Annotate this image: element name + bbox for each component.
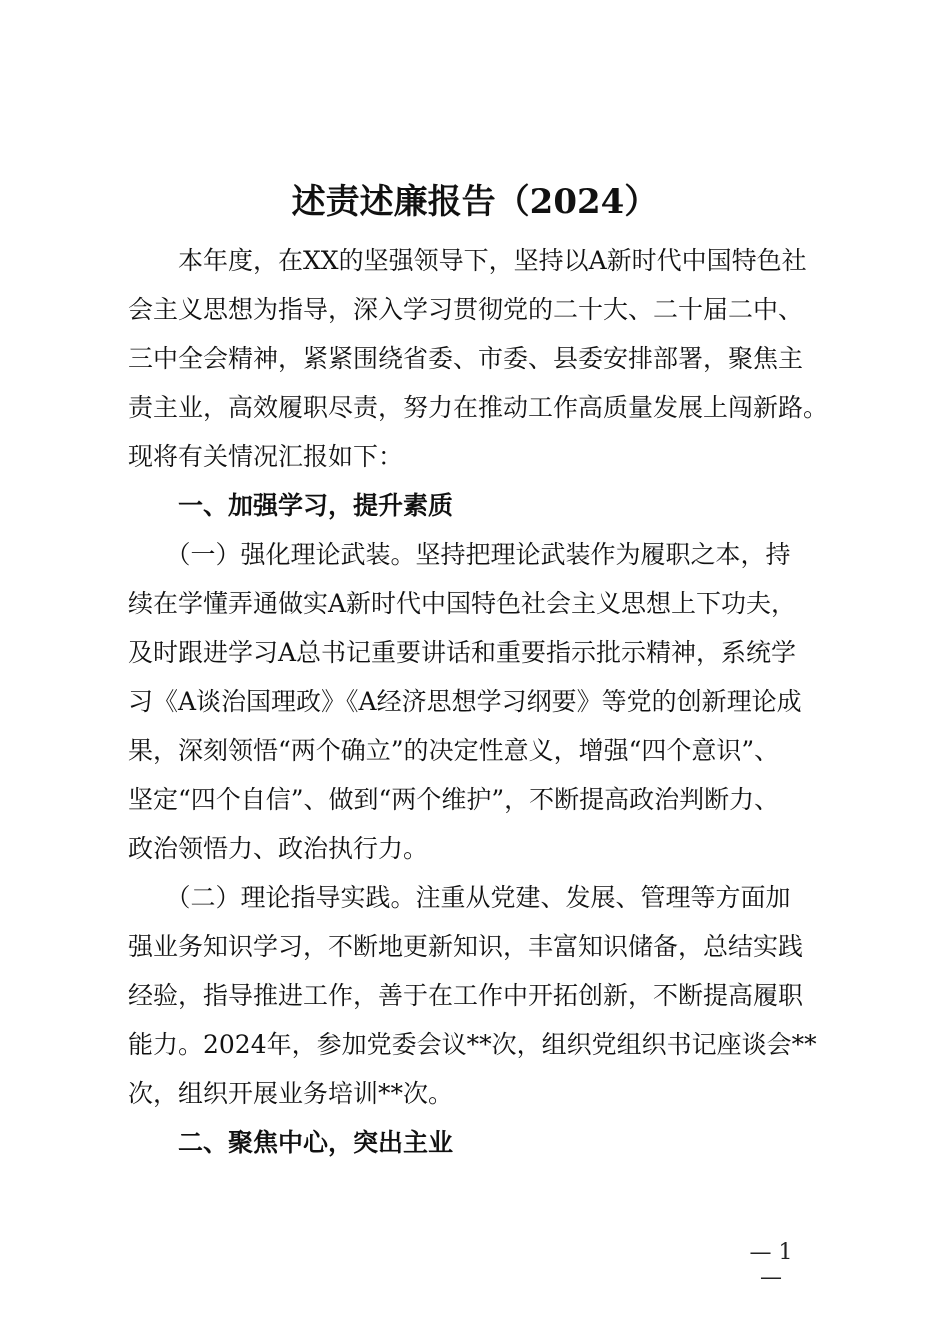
paragraph-line: 三中全会精神，紧紧围绕省委、市委、县委安排部署，聚焦主 bbox=[128, 344, 804, 373]
paragraph-line: 会主义思想为指导，深入学习贯彻党的二十大、二十届二中、 bbox=[128, 295, 804, 324]
paragraph-line: （二）理论指导实践。注重从党建、发展、管理等方面加 bbox=[128, 883, 791, 912]
paragraph-line: 续在学懂弄通做实A新时代中国特色社会主义思想上下功夫， bbox=[128, 589, 797, 618]
paragraph-line: 及时跟进学习A总书记重要讲话和重要指示批示精神，系统学 bbox=[128, 638, 797, 667]
document-body bbox=[128, 236, 829, 1167]
paragraph-line: 习《A谈治国理政》《A经济思想学习纲要》等党的创新理论成 bbox=[128, 687, 802, 716]
paragraph-line: 果，深刻领悟“两个确立”的决定性意义，增强“四个意识”、 bbox=[128, 736, 780, 765]
section-heading: 一、加强学习，提升素质 bbox=[128, 491, 454, 520]
paragraph-line: 现将有关情况汇报如下： bbox=[128, 442, 404, 471]
paragraph-line: 本年度，在XX的坚强领导下，坚持以A新时代中国特色社 bbox=[128, 246, 807, 275]
page-number: — 1 — bbox=[749, 1240, 793, 1290]
section-heading: 二、聚焦中心，突出主业 bbox=[128, 1128, 454, 1157]
paragraph-line: 政治领悟力、政治执行力。 bbox=[128, 834, 429, 863]
paragraph-line: （一）强化理论武装。坚持把理论武装作为履职之本，持 bbox=[128, 540, 791, 569]
paragraph-line: 坚定“四个自信”、做到“两个维护”，不断提高政治判断力、 bbox=[128, 785, 780, 814]
paragraph-line: 能力。2024年，参加党委会议**次，组织党组织书记座谈会** bbox=[128, 1030, 817, 1059]
paragraph-line: 责主业，高效履职尽责，努力在推动工作高质量发展上闯新路。 bbox=[128, 393, 829, 422]
document-title: 述责述廉报告（2024） bbox=[291, 182, 659, 222]
paragraph-line: 经验，指导推进工作，善于在工作中开拓创新，不断提高履职 bbox=[128, 981, 804, 1010]
paragraph-line: 次，组织开展业务培训**次。 bbox=[128, 1079, 454, 1108]
paragraph-line: 强业务知识学习，不断地更新知识，丰富知识储备，总结实践 bbox=[128, 932, 804, 961]
